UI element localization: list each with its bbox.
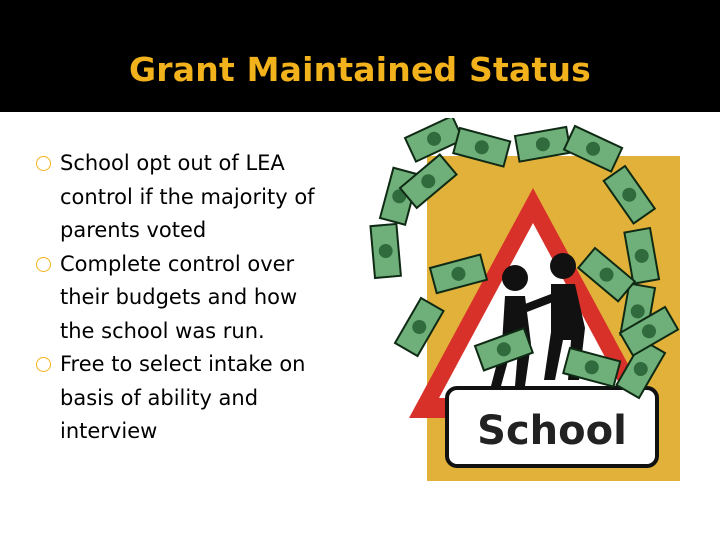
bullet-line: interview bbox=[60, 419, 158, 443]
bullet-line: Free to select intake on bbox=[60, 352, 306, 376]
bullet-circle-icon bbox=[36, 257, 51, 272]
bullet-line: Complete control over bbox=[60, 251, 295, 276]
bullet-line: their budgets and how bbox=[60, 285, 298, 309]
school-crossing-sign-with-money-icon bbox=[365, 118, 695, 483]
bullet-list bbox=[36, 147, 356, 449]
bullet-item bbox=[36, 147, 356, 248]
bullet-circle-icon bbox=[36, 156, 51, 171]
bullet-line: basis of ability and bbox=[60, 385, 259, 410]
bullet-circle-icon bbox=[36, 357, 51, 372]
bullet-line: parents voted bbox=[60, 218, 207, 242]
bullet-line: School opt out of LEA bbox=[60, 151, 285, 175]
bullet-item bbox=[36, 248, 356, 349]
bullet-line: the school was run. bbox=[60, 318, 265, 343]
school-sign-image bbox=[365, 118, 695, 483]
school-plate-text: School bbox=[477, 408, 627, 454]
bullet-line: control if the majority of bbox=[60, 184, 315, 209]
bullet-item bbox=[36, 348, 356, 449]
title-bar bbox=[0, 0, 720, 112]
slide-title: Grant Maintained Status bbox=[129, 50, 591, 89]
